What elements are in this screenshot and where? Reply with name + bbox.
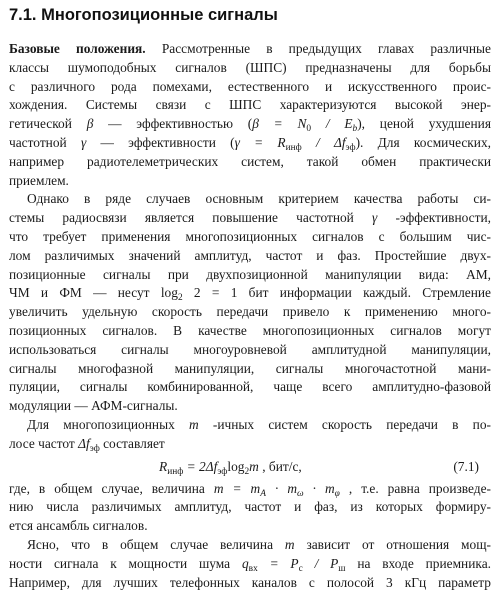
math-subscript: b (352, 124, 358, 134)
math-subscript: эф (89, 443, 100, 454)
text-fragment: составляет (99, 435, 165, 451)
math-subscript: эф (345, 142, 356, 153)
text-line: приемлем. (9, 172, 69, 188)
text-fragment: зависит от отношения мощ- (294, 536, 491, 552)
math-expr: 2 = 1 (182, 285, 238, 301)
math-gamma: γ (80, 134, 87, 150)
text-line: Однако в ряде случаев основным критерием качества работы си- (27, 191, 491, 207)
text-fragment: лосе частот (9, 435, 79, 451)
math-subscript: эф (217, 466, 228, 477)
text-line: сигналы многофазной манипуляции, сигналы многочастотной мани- (9, 360, 491, 376)
text-line: например радиотелеметрических систем, такой обмен практически (9, 153, 491, 169)
text-fragment: Рассмотренные в предыдущих главах различные (145, 41, 491, 56)
math-log: log (227, 458, 245, 474)
text-line (9, 480, 491, 499)
text-line: Например, для лучших телефонных каналов с полосой 3 кГц параметр (9, 574, 491, 590)
text-line (9, 284, 491, 303)
text-fragment: — эффективностью ( (93, 116, 253, 132)
text-fragment: Ясно, что в общем случае величина (27, 536, 285, 552)
document-body (9, 40, 491, 592)
text-line: позиционных сигналов. В качестве многопозиционных сигналов могут (9, 322, 491, 338)
paragraph-m-definition (9, 480, 491, 536)
math-subscript: инф (285, 142, 302, 153)
text-line (9, 416, 491, 435)
text-line: пуляции, сигналы комбинированной, чаще всего амплитудно-фазовой (9, 379, 491, 395)
math-expr: / P (302, 555, 339, 571)
text-fragment: стемы радиосвязи является повышение частотной (9, 210, 373, 226)
math-delta-f: Δf (78, 435, 90, 451)
math-expr: β = N (252, 116, 307, 132)
math-m: m (249, 458, 259, 474)
math-subscript: c (298, 563, 303, 574)
math-subscript: ш (338, 563, 346, 574)
math-expr: = P (257, 555, 299, 571)
text-line: позиционные сигналы при двухпозиционной манипуляции вида: АМ, (9, 266, 491, 282)
math-m: m (284, 536, 295, 552)
text-fragment: гетической (9, 116, 87, 132)
text-line: нию числа различимых амплитуд, частот и фаз, из которых формиру- (9, 499, 491, 515)
section-heading: 7.1. Многопозиционные сигналы (9, 6, 278, 24)
math-r: R (159, 458, 168, 474)
text-line (9, 134, 491, 153)
text-line: использоваться сигналы многоуровневой амплитудной манипуляции, (9, 341, 491, 357)
text-fragment: где, в общем случае, величина (9, 480, 214, 496)
math-subscript: A (260, 488, 266, 499)
text-fragment: -ичных систем скорость передачи в по- (198, 416, 491, 432)
text-fragment: ЧМ и ФМ — несут (9, 285, 161, 301)
text-fragment: бит информации каждый. Стремление (237, 285, 491, 301)
text-fragment: — эффективности ( (86, 134, 235, 150)
paragraph-snr (9, 536, 491, 592)
text-line: классы шумоподобных сигналов (ШПС) предназначены для борьбы (9, 59, 491, 75)
math-expr: = 2Δf (183, 458, 218, 474)
text-line (9, 209, 491, 228)
text-line: лом различимых значений амплитуд, частот и фаз. Простейшие двух- (9, 247, 491, 263)
text-fragment: Для многопозиционных (27, 416, 189, 432)
runin-heading: Базовые положения. (9, 41, 146, 56)
text-line (9, 435, 491, 454)
math-expr: / Δf (301, 134, 346, 150)
text-fragment: на входе приемника. (345, 555, 491, 571)
paragraph-base-positions (9, 40, 491, 190)
math-expr: · m (303, 480, 335, 496)
math-q: q (241, 555, 249, 571)
text-line: модуляции — АФМ-сигналы. (9, 398, 178, 414)
paragraph-rate (9, 416, 491, 454)
math-subscript: 2 (244, 466, 250, 477)
math-subscript: 0 (306, 124, 312, 134)
text-fragment: частотной (9, 134, 81, 150)
math-subscript: φ (334, 488, 340, 499)
math-expr: / E (311, 116, 353, 132)
text-fragment: ). Для космических, (355, 134, 492, 150)
text-line: что требует применения многопозиционных сигналов с большим чис- (9, 228, 491, 244)
math-subscript: вх (248, 563, 258, 574)
text-line: с различного рода помехами, естественного и искусственного проис- (9, 78, 491, 94)
math-beta: β (86, 116, 94, 132)
paragraph-efficiency (9, 190, 491, 416)
text-fragment: , т.е. равна произведе- (339, 480, 491, 496)
math-log: log (160, 285, 178, 301)
equation-expression (159, 454, 302, 480)
text-line: увеличить удельную скорость передачи привело к применению много- (9, 304, 491, 320)
math-subscript: ω (297, 488, 304, 499)
text-line: хождения. Системы связи с ШПС характеризуются высокой энер- (9, 97, 491, 113)
math-expr: m = m (213, 480, 261, 496)
text-line (9, 40, 491, 59)
text-fragment: ности сигнала к мощности шума (9, 555, 242, 571)
text-line (9, 555, 491, 574)
text-line: ется ансамбль сигналов. (9, 518, 148, 534)
math-subscript: 2 (177, 293, 183, 304)
text-fragment: ), ценой ухудшения (357, 116, 491, 132)
math-m: m (189, 416, 199, 432)
equation-number: (7.1) (453, 458, 479, 474)
math-gamma: γ (372, 210, 378, 226)
text-line (9, 536, 491, 555)
text-line (9, 115, 491, 134)
math-subscript: инф (167, 466, 184, 477)
math-expr: · m (265, 480, 297, 496)
equation-unit: , бит/с, (258, 458, 302, 474)
math-expr: γ = R (234, 134, 286, 150)
text-fragment: -эффективности, (377, 210, 491, 226)
equation-7-1 (9, 454, 491, 480)
